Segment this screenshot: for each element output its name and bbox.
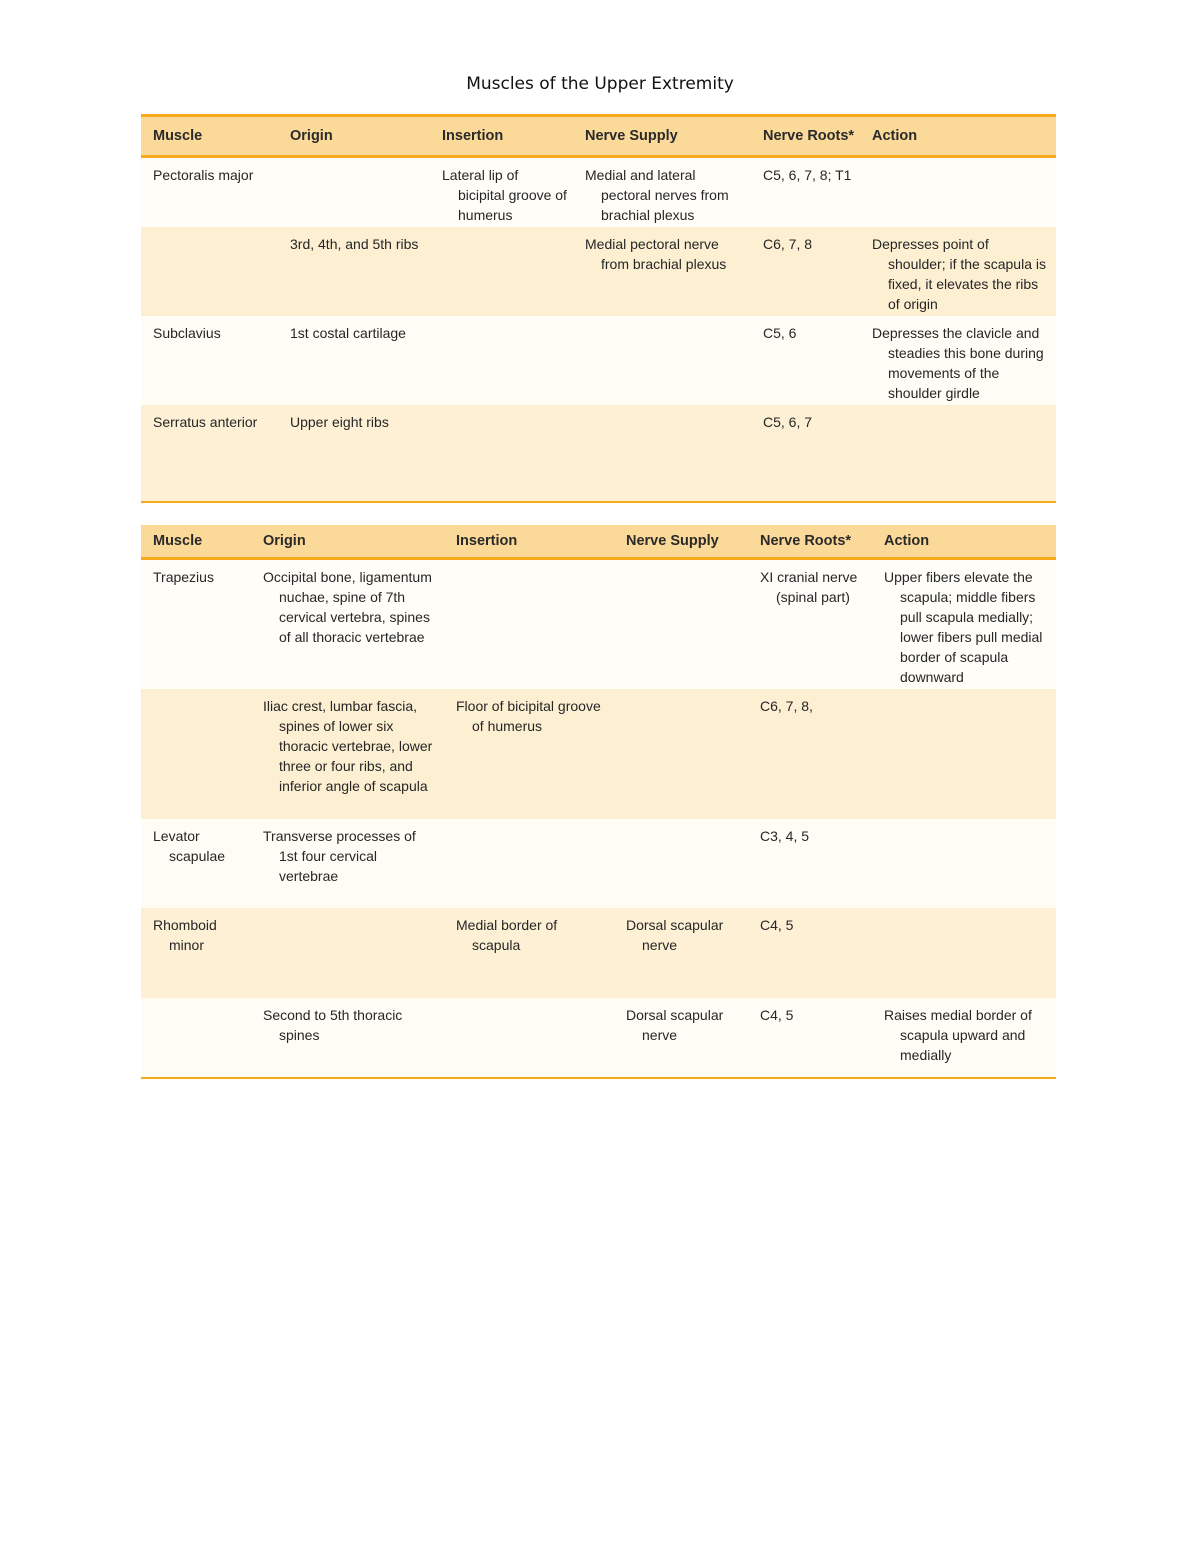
- cell-text: Upper eight ribs: [290, 413, 389, 430]
- table-cell: [751, 405, 860, 502]
- cell-text: Trapezius: [153, 569, 214, 585]
- table-cell: [872, 819, 1056, 908]
- column-header: Action: [872, 525, 1056, 559]
- cell-text: 1st costal cartilage: [290, 324, 406, 341]
- table-cell: [141, 405, 278, 502]
- table-cell: [614, 819, 748, 908]
- cell-text: Medial border of scapula: [456, 916, 558, 953]
- column-header: Origin: [251, 525, 444, 559]
- table-cell: [872, 998, 1056, 1078]
- cell-text: Levator scapulae: [153, 827, 226, 864]
- cell-text: Dorsal scapular nerve: [626, 916, 724, 953]
- cell-text: Pectoralis major: [153, 167, 254, 183]
- column-header: Nerve Supply: [614, 525, 748, 559]
- column-header: Nerve Supply: [573, 116, 751, 157]
- table-header-row: [141, 116, 1056, 157]
- table-cell: [748, 998, 872, 1078]
- table-cell: [141, 819, 251, 908]
- table-row: [141, 405, 1056, 502]
- table-cell: [860, 405, 1056, 502]
- cell-text: Upper fibers elevate the scapula; middle fibers pull scapula medially; lower fibers pull medial border of scapula downward: [884, 569, 1043, 685]
- cell-text: Depresses the clavicle and steadies this bone during movements of the shoulder girdle: [872, 324, 1044, 401]
- table-cell: [860, 227, 1056, 316]
- table-cell: [251, 559, 444, 689]
- table-cell: [141, 908, 251, 998]
- column-header: Nerve Roots*: [751, 116, 860, 157]
- column-header: Muscle: [141, 525, 251, 559]
- column-header: Muscle: [141, 116, 278, 157]
- table-cell: [614, 998, 748, 1078]
- table-row: [141, 316, 1056, 405]
- column-header: Action: [860, 116, 1056, 157]
- table-cell: [444, 998, 614, 1078]
- cell-text: Floor of bicipital groove of humerus: [456, 697, 601, 734]
- cell-text: C4, 5: [760, 1006, 794, 1023]
- table-cell: [573, 157, 751, 227]
- cell-text: C3, 4, 5: [760, 827, 810, 844]
- cell-text: Second to 5th thoracic spines: [263, 1006, 403, 1043]
- table-cell: [444, 689, 614, 819]
- cell-text: XI cranial nerve (spinal part): [760, 569, 858, 605]
- table-row: [141, 819, 1056, 908]
- table-cell: [430, 316, 573, 405]
- table-cell: [251, 908, 444, 998]
- table-cell: [751, 227, 860, 316]
- table-cell: [278, 227, 430, 316]
- table-row: [141, 998, 1056, 1078]
- cell-text: Transverse processes of 1st four cervical vertebrae: [263, 827, 416, 884]
- column-header: Origin: [278, 116, 430, 157]
- cell-text: Dorsal scapular nerve: [626, 1006, 724, 1043]
- page-title: Muscles of the Upper Extremity: [466, 74, 734, 94]
- table-cell: [872, 559, 1056, 689]
- cell-text: C5, 6, 7, 8; T1: [763, 167, 852, 183]
- cell-text: C4, 5: [760, 916, 794, 933]
- cell-text: Subclavius: [153, 324, 221, 341]
- table-cell: [614, 908, 748, 998]
- column-header: Insertion: [430, 116, 573, 157]
- table-cell: [748, 908, 872, 998]
- cell-text: C5, 6, 7: [763, 413, 813, 430]
- table-cell: [251, 819, 444, 908]
- table-cell: [614, 689, 748, 819]
- cell-text: Lateral lip of bicipital groove of humerus: [442, 167, 567, 223]
- cell-text: Serratus anterior: [153, 413, 258, 430]
- table-row: [141, 908, 1056, 998]
- table-cell: [141, 316, 278, 405]
- table-cell: [444, 819, 614, 908]
- table-cell: [251, 998, 444, 1078]
- table-cell: [573, 316, 751, 405]
- table-row: [141, 689, 1056, 819]
- table-cell: [141, 689, 251, 819]
- table-cell: [748, 689, 872, 819]
- table-cell: [141, 998, 251, 1078]
- table-cell: [573, 405, 751, 502]
- cell-text: Rhomboid minor: [153, 916, 217, 953]
- cell-text: C5, 6: [763, 324, 797, 341]
- table-row: [141, 227, 1056, 316]
- cell-text: Occipital bone, ligamentum nuchae, spine of 7th cervical vertebra, spines of all thoracic vertebrae: [263, 569, 432, 645]
- table-cell: [573, 227, 751, 316]
- table-cell: [748, 559, 872, 689]
- table-cell: [860, 157, 1056, 227]
- table-cell: [141, 227, 278, 316]
- column-header: Nerve Roots*: [748, 525, 872, 559]
- table-cell: [751, 157, 860, 227]
- cell-text: Medial pectoral nerve from brachial plexus: [585, 235, 727, 272]
- table-cell: [430, 227, 573, 316]
- table-header-row: [141, 525, 1056, 559]
- table-cell: [444, 908, 614, 998]
- column-header: Insertion: [444, 525, 614, 559]
- table-cell: [251, 689, 444, 819]
- cell-text: Raises medial border of scapula upward and medially: [884, 1006, 1032, 1063]
- muscles-table-1: [141, 114, 1056, 503]
- cell-text: C6, 7, 8: [763, 235, 813, 252]
- cell-text: Depresses point of shoulder; if the scapula is fixed, it elevates the ribs of origin: [872, 235, 1046, 312]
- table-row: [141, 559, 1056, 689]
- table-cell: [430, 405, 573, 502]
- table-cell: [141, 157, 278, 227]
- table-cell: [278, 157, 430, 227]
- table-cell: [748, 819, 872, 908]
- table-cell: [860, 316, 1056, 405]
- table-cell: [614, 559, 748, 689]
- cell-text: 3rd, 4th, and 5th ribs: [290, 235, 419, 252]
- table-cell: [751, 316, 860, 405]
- table-cell: [141, 559, 251, 689]
- cell-text: Iliac crest, lumbar fascia, spines of lower six thoracic vertebrae, lower three or four ribs, and inferior angle of scapula: [263, 697, 433, 794]
- cell-text: C6, 7, 8,: [760, 697, 813, 714]
- table-cell: [278, 316, 430, 405]
- table-cell: [872, 689, 1056, 819]
- table-cell: [430, 157, 573, 227]
- table-cell: [872, 908, 1056, 998]
- table-cell: [278, 405, 430, 502]
- table-cell: [444, 559, 614, 689]
- muscles-table-2: [141, 525, 1056, 1079]
- table-row: [141, 157, 1056, 227]
- cell-text: Medial and lateral pectoral nerves from brachial plexus: [585, 167, 729, 223]
